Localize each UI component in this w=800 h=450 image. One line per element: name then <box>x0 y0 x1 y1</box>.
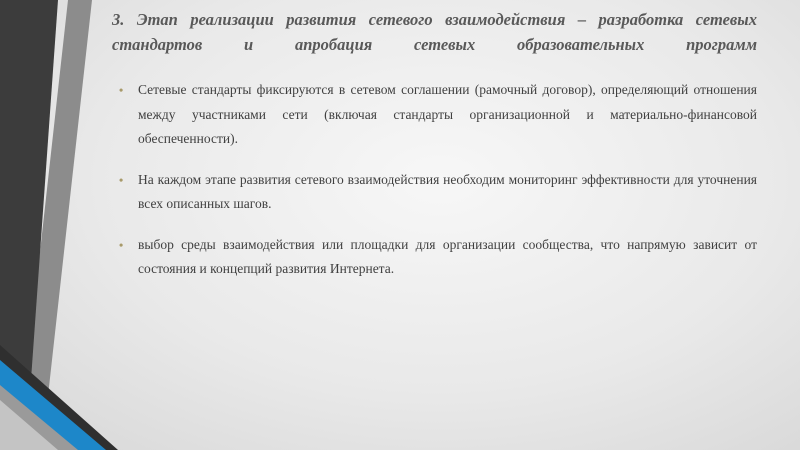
bullet-marker: • <box>119 172 124 187</box>
bullet-list <box>112 78 757 298</box>
bullet-item <box>112 168 757 217</box>
bullet-text: На каждом этапе развития сетевого взаимодействия необходим мониторинг эффективности для уточнения всех описанных шагов. <box>138 171 757 211</box>
bullet-item <box>112 233 757 282</box>
slide-title: 3. Этап реализации развития сетевого взаимодействия – разработка сетевых стандартов и апробация сетевых образовательных программ <box>112 10 757 54</box>
bullet-text: выбор среды взаимодействия или площадки для организации сообщества, что напрямую зависит от состояния и концепций развития Интернета. <box>138 236 757 276</box>
bullet-marker: • <box>119 83 124 97</box>
bullet-text: Сетевые стандарты фиксируются в сетевом соглашении (рамочный договор), определяющий отношения между участниками сети (включая стандарты организационной и материально-финансовой обеспеченности). <box>138 82 757 146</box>
bullet-item <box>112 78 757 152</box>
bullet-marker: • <box>119 237 124 252</box>
